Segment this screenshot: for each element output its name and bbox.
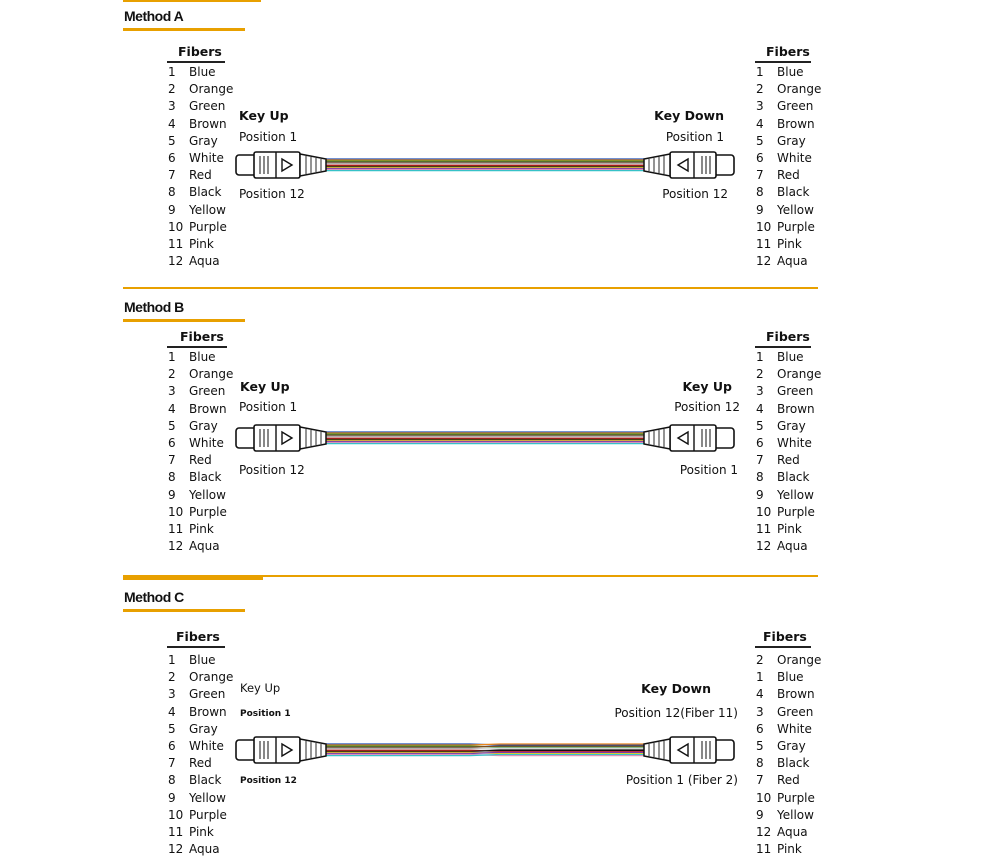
fiber-row bbox=[168, 452, 233, 469]
method-a-title-rule bbox=[123, 28, 245, 31]
fiber-row bbox=[168, 504, 233, 521]
fiber-color: Green bbox=[189, 687, 226, 702]
fiber-color: Gray bbox=[777, 418, 806, 433]
fiber-row bbox=[168, 202, 233, 219]
fiber-color: Yellow bbox=[189, 202, 226, 217]
fiber-color: Black bbox=[189, 773, 222, 788]
fiber-number: 5 bbox=[756, 418, 764, 433]
method-b-cable bbox=[230, 413, 740, 463]
fiber-color: Gray bbox=[777, 133, 806, 148]
fiber-number: 3 bbox=[168, 384, 176, 399]
fiber-color: Orange bbox=[189, 82, 234, 97]
right-connector bbox=[644, 152, 734, 178]
fiber-ribbon bbox=[326, 744, 644, 756]
fiber-number: 1 bbox=[168, 350, 176, 364]
fiber-number: 6 bbox=[168, 151, 176, 166]
fiber-number: 10 bbox=[168, 219, 184, 234]
method-c-left-fibers-title: Fibers bbox=[176, 629, 220, 644]
fiber-color: Pink bbox=[189, 522, 214, 537]
fiber-row bbox=[756, 669, 821, 686]
fiber-row bbox=[168, 772, 233, 789]
method-c-right-fibers-title: Fibers bbox=[763, 629, 807, 644]
fiber-number: 7 bbox=[756, 453, 764, 468]
fiber-color: White bbox=[777, 721, 812, 736]
fiber-row bbox=[756, 167, 821, 184]
method-c-right-key: Key Down bbox=[641, 681, 711, 696]
fiber-number: 2 bbox=[756, 82, 764, 97]
fiber-color: Blue bbox=[777, 350, 804, 364]
method-a-left-key: Key Up bbox=[239, 108, 289, 123]
fiber-row bbox=[756, 487, 821, 504]
method-a-left-fiber-list bbox=[168, 64, 233, 270]
fiber-number: 3 bbox=[756, 99, 764, 114]
fiber-row bbox=[756, 116, 821, 133]
right-connector bbox=[644, 425, 734, 451]
fiber-color: Pink bbox=[777, 237, 802, 252]
fiber-color: Gray bbox=[189, 418, 218, 433]
fiber-color: Black bbox=[189, 185, 222, 200]
fiber-number: 12 bbox=[168, 842, 184, 857]
fiber-color: White bbox=[777, 436, 812, 451]
fiber-color: Yellow bbox=[777, 202, 814, 217]
fiber-number: 2 bbox=[756, 367, 764, 382]
fiber-number: 11 bbox=[756, 522, 772, 537]
fiber-row bbox=[168, 738, 233, 755]
left-connector bbox=[236, 737, 326, 763]
fiber-number: 6 bbox=[168, 739, 176, 754]
method-a-right-key: Key Down bbox=[654, 108, 724, 123]
fiber-row bbox=[168, 253, 233, 270]
fiber-number: 9 bbox=[756, 807, 764, 822]
fiber-number: 9 bbox=[168, 790, 176, 805]
fiber-row bbox=[168, 366, 233, 383]
fiber-number: 2 bbox=[168, 670, 176, 685]
fiber-color: White bbox=[189, 151, 224, 166]
method-b-right-bottom-position: Position 1 bbox=[679, 463, 738, 477]
fiber-color: Green bbox=[777, 384, 814, 399]
fiber-row bbox=[168, 469, 233, 486]
method-a-right-bottom-position: Position 12 bbox=[662, 187, 728, 201]
fiber-row bbox=[756, 504, 821, 521]
fiber-color: Blue bbox=[777, 65, 804, 79]
fiber-row bbox=[168, 686, 233, 703]
fiber-number: 8 bbox=[168, 470, 176, 485]
fiber-color: Purple bbox=[777, 219, 815, 234]
fiber-number: 9 bbox=[168, 202, 176, 217]
fiber-row bbox=[756, 738, 821, 755]
fiber-row bbox=[756, 435, 821, 452]
fiber-number: 1 bbox=[756, 670, 764, 685]
fiber-row bbox=[168, 755, 233, 772]
fiber-color: Green bbox=[777, 704, 814, 719]
fiber-number: 5 bbox=[168, 418, 176, 433]
method-c-left-bottom-position: Position 12 bbox=[240, 776, 297, 786]
method-a-right-fibers-title: Fibers bbox=[766, 44, 810, 59]
method-a-cable bbox=[230, 140, 740, 190]
fiber-color: Aqua bbox=[777, 825, 808, 840]
fiber-row bbox=[756, 538, 821, 555]
fiber-row bbox=[168, 167, 233, 184]
fiber-row bbox=[756, 841, 821, 858]
fiber-number: 7 bbox=[756, 168, 764, 183]
method-c-right-top-position: Position 12(Fiber 11) bbox=[614, 706, 738, 720]
method-c-left-top-position: Position 1 bbox=[240, 709, 291, 719]
fiber-number: 8 bbox=[756, 185, 764, 200]
fiber-number: 10 bbox=[168, 807, 184, 822]
fiber-number: 1 bbox=[168, 653, 176, 667]
fiber-color: Blue bbox=[777, 670, 804, 685]
fiber-color: Aqua bbox=[189, 539, 220, 554]
fiber-row bbox=[756, 469, 821, 486]
fiber-row bbox=[756, 236, 821, 253]
fiber-row bbox=[168, 487, 233, 504]
fiber-row bbox=[168, 401, 233, 418]
fiber-row bbox=[168, 383, 233, 400]
fiber-color: Red bbox=[189, 453, 212, 468]
fiber-color: Brown bbox=[777, 687, 815, 702]
fiber-color: Pink bbox=[189, 237, 214, 252]
fiber-row bbox=[168, 133, 233, 150]
fiber-color: Purple bbox=[189, 807, 227, 822]
method-a-title: Method A bbox=[124, 8, 184, 24]
fiber-color: Purple bbox=[189, 219, 227, 234]
fiber-row bbox=[756, 452, 821, 469]
method-b-left-fibers-underline bbox=[167, 346, 227, 348]
fiber-color: Pink bbox=[189, 825, 214, 840]
fiber-row bbox=[756, 383, 821, 400]
fiber-number: 12 bbox=[756, 254, 772, 269]
fiber-color: Red bbox=[777, 168, 800, 183]
fiber-color: Orange bbox=[777, 82, 822, 97]
fiber-color: Yellow bbox=[189, 487, 226, 502]
fiber-color: Brown bbox=[777, 401, 815, 416]
fiber-number: 5 bbox=[168, 721, 176, 736]
fiber-color: Purple bbox=[189, 504, 227, 519]
method-b-left-fiber-list bbox=[168, 349, 233, 555]
fiber-row bbox=[756, 349, 821, 366]
fiber-number: 10 bbox=[756, 790, 772, 805]
method-b-left-fibers-title: Fibers bbox=[180, 329, 224, 344]
method-c-accent-rule bbox=[123, 577, 263, 580]
fiber-row bbox=[756, 184, 821, 201]
method-c-left-fiber-list bbox=[168, 652, 233, 858]
fiber-row bbox=[168, 349, 233, 366]
method-b-left-key: Key Up bbox=[240, 379, 290, 394]
fiber-row bbox=[168, 236, 233, 253]
method-c-right-fiber-list bbox=[756, 652, 821, 858]
fiber-number: 2 bbox=[756, 653, 764, 667]
fiber-color: Brown bbox=[777, 116, 815, 131]
fiber-color: Green bbox=[777, 99, 814, 114]
fiber-number: 6 bbox=[756, 436, 764, 451]
fiber-number: 4 bbox=[168, 401, 176, 416]
fiber-color: Black bbox=[777, 185, 810, 200]
fiber-color: White bbox=[777, 151, 812, 166]
fiber-row bbox=[756, 150, 821, 167]
fiber-color: Orange bbox=[777, 367, 822, 382]
method-c-right-fibers-underline bbox=[755, 646, 811, 648]
fiber-number: 1 bbox=[756, 350, 764, 364]
fiber-color: Green bbox=[189, 99, 226, 114]
fiber-row bbox=[168, 538, 233, 555]
fiber-color: Brown bbox=[189, 704, 227, 719]
fiber-ribbon bbox=[326, 159, 644, 171]
fiber-row bbox=[756, 418, 821, 435]
fiber-color: Black bbox=[777, 756, 810, 771]
method-b-left-bottom-position: Position 12 bbox=[239, 463, 305, 477]
fiber-number: 9 bbox=[756, 487, 764, 502]
fiber-row bbox=[168, 219, 233, 236]
method-b-right-key: Key Up bbox=[682, 379, 732, 394]
fiber-number: 10 bbox=[756, 219, 772, 234]
fiber-color: Yellow bbox=[777, 807, 814, 822]
left-connector bbox=[236, 425, 326, 451]
fiber-color: Orange bbox=[189, 367, 234, 382]
fiber-number: 4 bbox=[168, 116, 176, 131]
method-b-right-fibers-title: Fibers bbox=[766, 329, 810, 344]
fiber-number: 7 bbox=[756, 773, 764, 788]
fiber-number: 10 bbox=[168, 504, 184, 519]
fiber-number: 5 bbox=[756, 739, 764, 754]
fiber-number: 3 bbox=[168, 99, 176, 114]
fiber-row bbox=[168, 721, 233, 738]
method-a-left-fibers-title: Fibers bbox=[178, 44, 222, 59]
fiber-color: Gray bbox=[189, 721, 218, 736]
fiber-row bbox=[756, 64, 821, 81]
fiber-number: 12 bbox=[756, 539, 772, 554]
fiber-number: 8 bbox=[168, 185, 176, 200]
method-c-left-key: Key Up bbox=[240, 681, 281, 695]
fiber-color: Blue bbox=[189, 65, 216, 79]
fiber-row bbox=[756, 202, 821, 219]
method-b-title-rule bbox=[123, 319, 245, 322]
fiber-number: 3 bbox=[756, 704, 764, 719]
left-connector bbox=[236, 152, 326, 178]
fiber-row bbox=[756, 824, 821, 841]
fiber-color: Aqua bbox=[777, 539, 808, 554]
fiber-ribbon bbox=[326, 432, 644, 444]
fiber-row bbox=[756, 772, 821, 789]
fiber-row bbox=[168, 790, 233, 807]
fiber-color: Aqua bbox=[189, 842, 220, 857]
fiber-row bbox=[168, 98, 233, 115]
fiber-number: 10 bbox=[756, 504, 772, 519]
fiber-number: 1 bbox=[756, 65, 764, 79]
fiber-color: Black bbox=[189, 470, 222, 485]
fiber-row bbox=[168, 184, 233, 201]
fiber-number: 1 bbox=[168, 65, 176, 79]
fiber-row bbox=[168, 652, 233, 669]
method-c-title-rule bbox=[123, 609, 245, 612]
fiber-row bbox=[756, 790, 821, 807]
fiber-number: 6 bbox=[756, 151, 764, 166]
method-a-right-fibers-underline bbox=[755, 61, 811, 63]
fiber-number: 5 bbox=[756, 133, 764, 148]
fiber-color: Pink bbox=[777, 522, 802, 537]
fiber-color: Red bbox=[777, 773, 800, 788]
fiber-color: Red bbox=[189, 756, 212, 771]
fiber-number: 9 bbox=[756, 202, 764, 217]
method-c-section bbox=[0, 575, 1000, 865]
fiber-number: 7 bbox=[168, 453, 176, 468]
fiber-number: 12 bbox=[756, 825, 772, 840]
fiber-color: Aqua bbox=[777, 254, 808, 269]
fiber-color: Purple bbox=[777, 790, 815, 805]
fiber-row bbox=[168, 435, 233, 452]
fiber-number: 11 bbox=[168, 522, 184, 537]
method-c-cable bbox=[230, 725, 740, 775]
fiber-color: Pink bbox=[777, 842, 802, 857]
fiber-color: Gray bbox=[189, 133, 218, 148]
method-a-left-bottom-position: Position 12 bbox=[239, 187, 305, 201]
fiber-number: 8 bbox=[168, 773, 176, 788]
fiber-color: White bbox=[189, 739, 224, 754]
method-b-top-rule bbox=[123, 287, 818, 289]
method-a-top-rule bbox=[123, 0, 261, 2]
fiber-row bbox=[756, 366, 821, 383]
fiber-row bbox=[168, 841, 233, 858]
fiber-number: 11 bbox=[168, 825, 184, 840]
fiber-number: 12 bbox=[168, 254, 184, 269]
method-a-left-fibers-underline bbox=[167, 61, 225, 63]
fiber-number: 4 bbox=[756, 116, 764, 131]
method-a-left-top-position: Position 1 bbox=[239, 130, 298, 144]
fiber-color: Blue bbox=[189, 653, 216, 667]
fiber-color: Brown bbox=[189, 401, 227, 416]
fiber-row bbox=[168, 64, 233, 81]
method-b-right-top-position: Position 12 bbox=[674, 400, 740, 414]
fiber-number: 11 bbox=[168, 237, 184, 252]
fiber-row bbox=[168, 521, 233, 538]
method-a-right-fiber-list bbox=[756, 64, 821, 270]
fiber-number: 3 bbox=[168, 687, 176, 702]
method-b-left-top-position: Position 1 bbox=[239, 400, 298, 414]
fiber-row bbox=[168, 669, 233, 686]
fiber-number: 2 bbox=[168, 82, 176, 97]
method-c-left-fibers-underline bbox=[167, 646, 225, 648]
right-connector bbox=[644, 737, 734, 763]
fiber-number: 6 bbox=[756, 721, 764, 736]
fiber-row bbox=[168, 116, 233, 133]
fiber-color: White bbox=[189, 436, 224, 451]
fiber-row bbox=[756, 401, 821, 418]
fiber-row bbox=[756, 521, 821, 538]
fiber-number: 2 bbox=[168, 367, 176, 382]
fiber-row bbox=[168, 704, 233, 721]
fiber-row bbox=[168, 150, 233, 167]
method-b-right-fibers-underline bbox=[755, 346, 811, 348]
fiber-row bbox=[756, 98, 821, 115]
fiber-color: Yellow bbox=[777, 487, 814, 502]
fiber-row bbox=[756, 686, 821, 703]
fiber-color: Blue bbox=[189, 350, 216, 364]
fiber-number: 4 bbox=[756, 687, 764, 702]
fiber-row bbox=[756, 807, 821, 824]
fiber-number: 4 bbox=[756, 401, 764, 416]
method-a-right-top-position: Position 1 bbox=[665, 130, 724, 144]
fiber-color: Green bbox=[189, 384, 226, 399]
fiber-row bbox=[756, 652, 821, 669]
fiber-number: 12 bbox=[168, 539, 184, 554]
fiber-number: 3 bbox=[756, 384, 764, 399]
method-c-title: Method C bbox=[124, 589, 184, 605]
fiber-row bbox=[756, 219, 821, 236]
fiber-color: Red bbox=[777, 453, 800, 468]
fiber-number: 5 bbox=[168, 133, 176, 148]
fiber-color: Purple bbox=[777, 504, 815, 519]
fiber-row bbox=[756, 253, 821, 270]
fiber-color: Red bbox=[189, 168, 212, 183]
fiber-number: 9 bbox=[168, 487, 176, 502]
method-b-section bbox=[0, 285, 1000, 575]
fiber-row bbox=[168, 807, 233, 824]
fiber-color: Black bbox=[777, 470, 810, 485]
method-b-right-fiber-list bbox=[756, 349, 821, 555]
fiber-number: 8 bbox=[756, 470, 764, 485]
fiber-number: 8 bbox=[756, 756, 764, 771]
fiber-number: 6 bbox=[168, 436, 176, 451]
method-a-section bbox=[0, 0, 1000, 290]
fiber-color: Gray bbox=[777, 739, 806, 754]
fiber-row bbox=[756, 133, 821, 150]
fiber-row bbox=[756, 81, 821, 98]
method-b-title: Method B bbox=[124, 299, 184, 315]
method-c-right-bottom-position: Position 1 (Fiber 2) bbox=[625, 773, 738, 787]
fiber-color: Yellow bbox=[189, 790, 226, 805]
fiber-number: 11 bbox=[756, 842, 772, 857]
fiber-color: Brown bbox=[189, 116, 227, 131]
fiber-number: 7 bbox=[168, 168, 176, 183]
fiber-row bbox=[168, 81, 233, 98]
fiber-row bbox=[756, 721, 821, 738]
fiber-row bbox=[756, 704, 821, 721]
fiber-color: Orange bbox=[777, 653, 822, 667]
fiber-row bbox=[168, 824, 233, 841]
fiber-row bbox=[756, 755, 821, 772]
fiber-color: Aqua bbox=[189, 254, 220, 269]
fiber-number: 4 bbox=[168, 704, 176, 719]
fiber-number: 11 bbox=[756, 237, 772, 252]
fiber-color: Orange bbox=[189, 670, 234, 685]
fiber-row bbox=[168, 418, 233, 435]
fiber-number: 7 bbox=[168, 756, 176, 771]
